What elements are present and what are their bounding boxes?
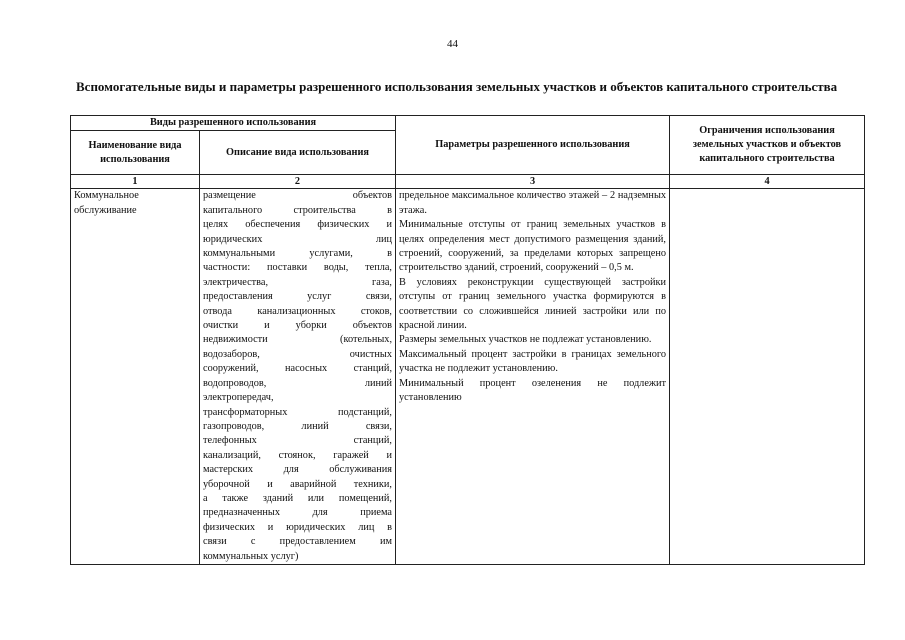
description-line: коммунальных услуг) xyxy=(203,550,299,562)
column-number-4: 4 xyxy=(670,175,865,189)
parameter-paragraph: Минимальный процент озеленения не подлежит установлению xyxy=(399,377,667,404)
description-line: трансформаторных подстанций, xyxy=(203,406,393,418)
description-line: частности: поставки воды, тепла, xyxy=(203,262,393,274)
description-line: юридических лиц xyxy=(203,233,393,245)
parameter-paragraph: Размеры земельных участков не подлежат установлению. xyxy=(399,334,652,346)
header-parameters: Параметры разрешенного использования xyxy=(396,116,670,175)
table-row xyxy=(71,189,865,565)
column-number-1: 1 xyxy=(71,175,200,189)
column-number-2: 2 xyxy=(200,175,396,189)
parameter-paragraph: В условиях реконструкции существующей застройки отступы от границ земельного участка формируются в соответствии со сложившейся линией застройки или по красной линии. xyxy=(399,276,667,332)
description-line: предоставления услуг связи, xyxy=(203,291,393,303)
description-line: размещение объектов xyxy=(203,190,393,202)
description-line: очистки и уборки объектов xyxy=(203,320,393,332)
header-use-name: Наименование вида использования xyxy=(71,131,200,175)
document-title: Вспомогательные виды и параметры разрешенного использования земельных участков и объектов капитального строительства xyxy=(76,79,838,94)
description-line: отвода канализационных стоков, xyxy=(203,305,393,317)
permitted-use-table xyxy=(70,115,865,565)
description-line: физических и юридических лиц в xyxy=(203,521,393,533)
use-description-cell xyxy=(200,189,396,565)
description-line: связи с предоставлением им xyxy=(203,536,393,548)
description-line: мастерских для обслуживания xyxy=(203,464,393,476)
description-line: уборочной и аварийной техники, xyxy=(203,478,393,490)
use-restrictions-cell xyxy=(670,189,865,565)
header-restrictions: Ограничения использования земельных участков и объектов капитального строительства xyxy=(670,116,865,175)
description-line: водозаборов, очистных xyxy=(203,348,393,360)
column-number-row xyxy=(71,175,865,189)
description-line: коммунальными услугами, в xyxy=(203,248,393,260)
description-line: электропередач, xyxy=(203,392,274,404)
description-line: капитального строительства в xyxy=(203,204,393,216)
parameter-paragraph: Максимальный процент застройки в границах земельного участка не подлежит установлению. xyxy=(399,348,667,375)
description-line: недвижимости (котельных, xyxy=(203,334,393,346)
use-parameters-cell xyxy=(396,189,670,565)
use-name-cell: Коммунальное обслуживание xyxy=(71,189,200,565)
description-line: канализаций, стоянок, гаражей и xyxy=(203,449,393,461)
description-line: сооружений, насосных станций, xyxy=(203,363,393,375)
description-line: электричества, газа, xyxy=(203,276,393,288)
page-number: 44 xyxy=(447,38,458,50)
column-number-3: 3 xyxy=(396,175,670,189)
description-line: водопроводов, линий xyxy=(203,377,393,389)
parameter-paragraph: Минимальные отступы от границ земельных участков в целях определения мест допустимого размещения зданий, строений, сооружений, за пределами которых запрещено строительство зданий, строений, сооружений – 0,5 м. xyxy=(399,219,667,274)
parameter-paragraph: предельное максимальное количество этажей – 2 надземных этажа. xyxy=(399,190,667,216)
description-line: предназначенных для приема xyxy=(203,507,393,519)
header-row-group xyxy=(71,116,865,131)
description-line: газопроводов, линий связи, xyxy=(203,420,393,432)
description-line: а также зданий или помещений, xyxy=(203,492,393,504)
header-permitted-uses: Виды разрешенного использования xyxy=(71,116,396,131)
header-use-description: Описание вида использования xyxy=(200,131,396,175)
description-line: целях обеспечения физических и xyxy=(203,219,393,231)
description-line: телефонных станций, xyxy=(203,435,393,447)
